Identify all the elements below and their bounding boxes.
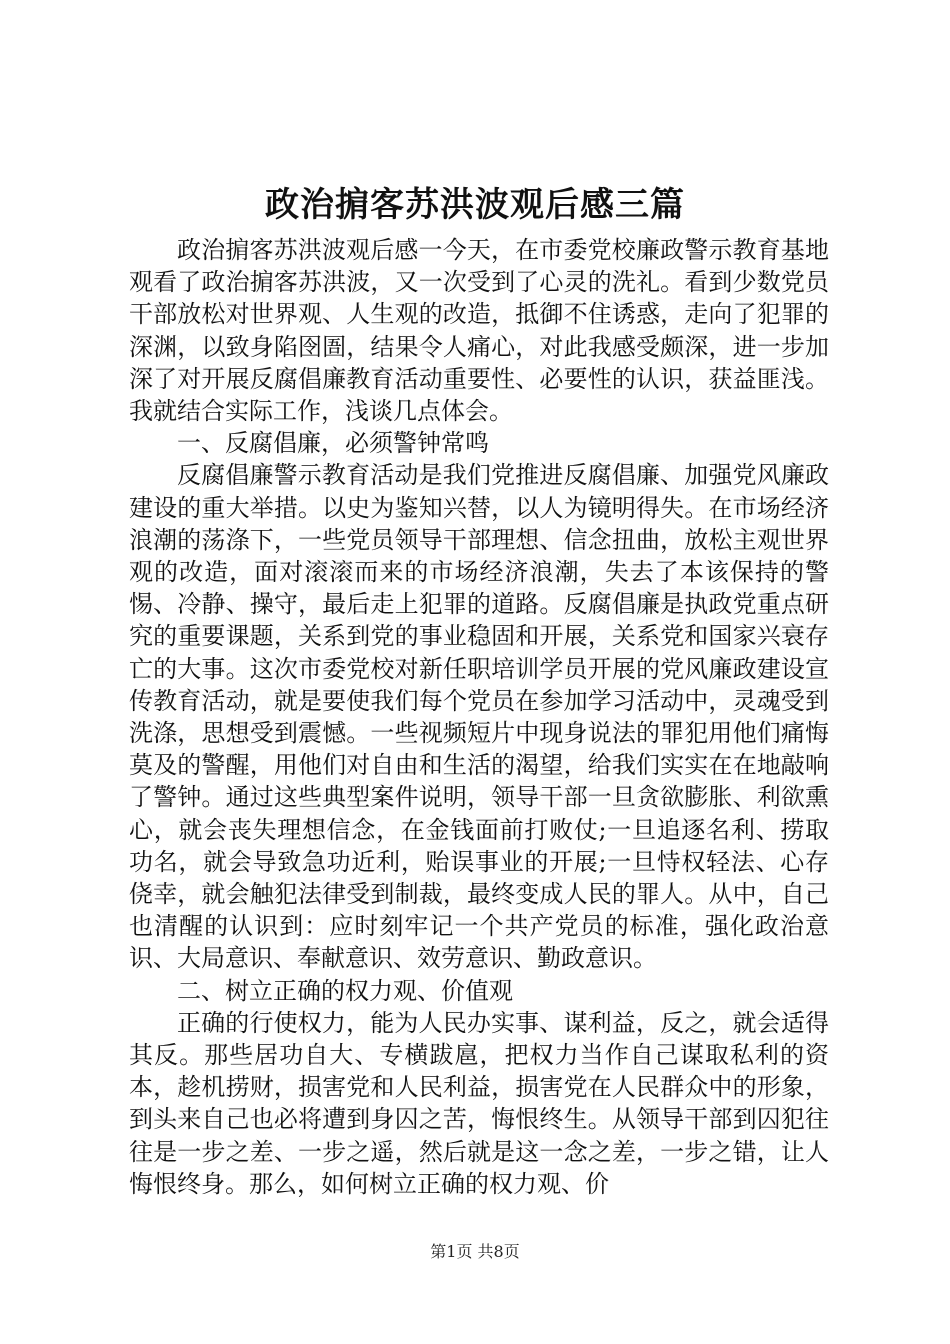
document-body bbox=[129, 234, 829, 1200]
page-title: 政治掮客苏洪波观后感三篇 bbox=[265, 185, 685, 225]
section-heading-1: 一、反腐倡廉，必须警钟常鸣 bbox=[177, 429, 489, 458]
paragraph-section-2: 正确的行使权力，能为人民办实事、谋利益，反之，就会适得其反。那些居功自大、专横跋扈，把权力当作自己谋取私利的资本，趁机捞财，损害党和人民利益，损害党在人民群众中的形象，到头来自己也必将遭到身囚之苦，悔恨终生。从领导干部到囚犯往往是一步之差、一步之遥，然后就是这一念之差，一步之错，让人悔恨终身。那么，如何树立正确的权力观、价 bbox=[129, 1008, 829, 1198]
page-number-footer: 第1页 共8页 bbox=[430, 1242, 520, 1261]
paragraph-intro: 政治掮客苏洪波观后感一今天，在市委党校廉政警示教育基地观看了政治掮客苏洪波，又一次受到了心灵的洗礼。看到少数党员干部放松对世界观、人生观的改造，抵御不住诱惑，走向了犯罪的深渊，以致身陷囹圄，结果令人痛心，对此我感受颇深，进一步加深了对开展反腐倡廉教育活动重要性、必要性的认识，获益匪浅。我就结合实际工作，浅谈几点体会。 bbox=[129, 236, 829, 426]
section-heading-2: 二、树立正确的权力观、价值观 bbox=[177, 976, 513, 1005]
paragraph-section-1: 反腐倡廉警示教育活动是我们党推进反腐倡廉、加强党风廉政建设的重大举措。以史为鉴知兴替，以人为镜明得失。在市场经济浪潮的荡涤下，一些党员领导干部理想、信念扭曲，放松主观世界观的改造，面对滚滚而来的市场经济浪潮，失去了本该保持的警惕、冷静、操守，最后走上犯罪的道路。反腐倡廉是执政党重点研究的重要课题，关系到党的事业稳固和开展，关系党和国家兴衰存亡的大事。这次市委党校对新任职培训学员开展的党风廉政建设宣传教育活动，就是要使我们每个党员在参加学习活动中，灵魂受到洗涤，思想受到震憾。一些视频短片中现身说法的罪犯用他们痛悔莫及的警醒，用他们对自由和生活的渴望，给我们实实在在地敲响了警钟。通过这些典型案件说明，领导干部一旦贪欲膨胀、利欲熏心，就会丧失理想信念，在金钱面前打败仗;一旦追逐名利、捞取功名，就会导致急功近利，贻误事业的开展;一旦恃权轻法、心存侥幸，就会触犯法律受到制裁，最终变成人民的罪人。从中，自己也清醒的认识到：应时刻牢记一个共产党员的标准，强化政治意识、大局意识、奉献意识、效劳意识、勤政意识。 bbox=[129, 461, 829, 973]
